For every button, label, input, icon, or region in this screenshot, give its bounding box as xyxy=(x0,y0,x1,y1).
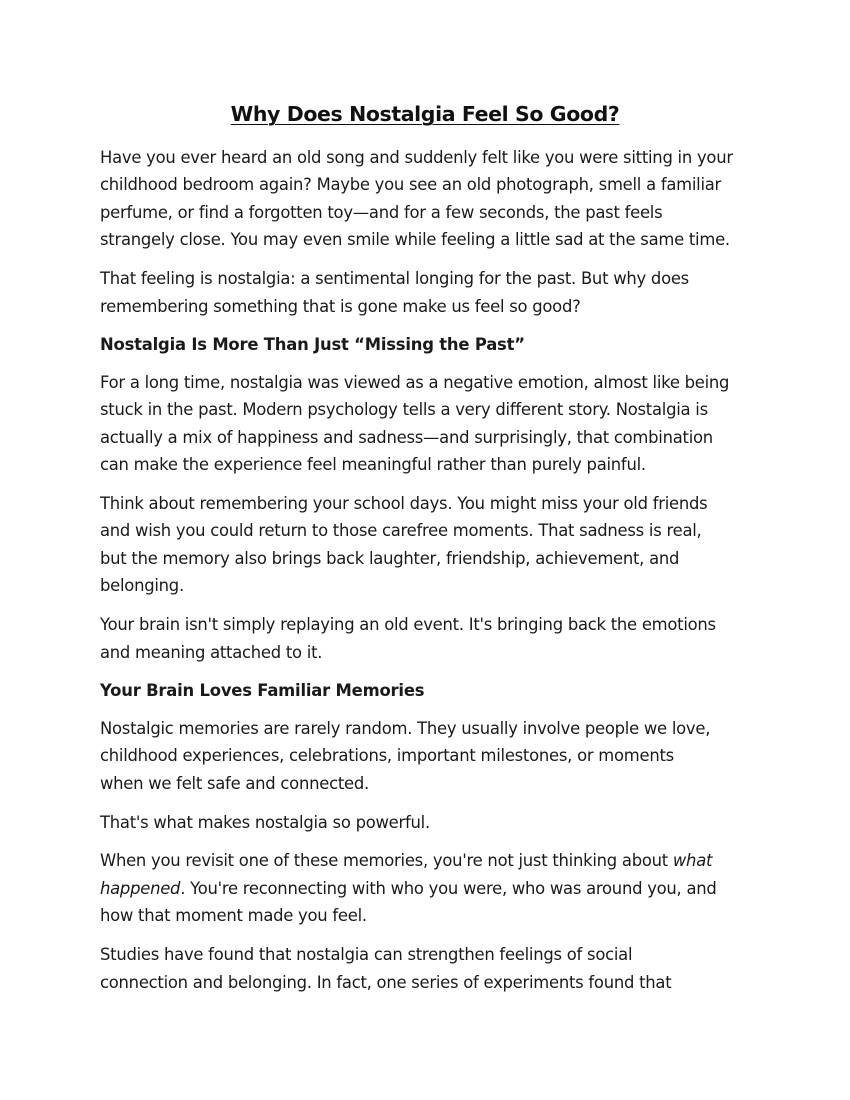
text-line: Have you ever heard an old song and suddenly felt like you were sitting in your xyxy=(100,148,733,167)
text-line: strangely close. You may even smile while feeling a little sad at the same time. xyxy=(100,230,730,250)
text-line: perfume, or find a forgotten toy—and for a few seconds, the past feels xyxy=(100,202,663,222)
paragraph-revisit xyxy=(100,847,754,929)
paragraph-memories xyxy=(100,715,754,797)
section-heading: Nostalgia Is More Than Just “Missing the Past” xyxy=(100,335,525,355)
text-line: Your brain isn't simply replaying an old event. It's bringing back the emotions xyxy=(100,615,716,635)
text-line: but the memory also brings back laughter, friendship, achievement, and xyxy=(100,548,680,568)
article-body xyxy=(100,144,754,1007)
text-line: connection and belonging. In fact, one series of experiments found that xyxy=(100,972,672,992)
text-line: childhood bedroom again? Maybe you see an old photograph, smell a familiar xyxy=(100,175,722,195)
paragraph-intro xyxy=(100,144,754,254)
text-line: belonging. xyxy=(100,576,184,596)
page-title-text: Why Does Nostalgia Feel So Good? xyxy=(230,102,620,126)
text-line: and meaning attached to it. xyxy=(100,642,323,662)
text-line: can make the experience feel meaningful rather than purely painful. xyxy=(100,455,646,475)
text-line: For a long time, nostalgia was viewed as a negative emotion, almost like being xyxy=(100,372,730,392)
emphasis-text: happened xyxy=(100,878,181,898)
paragraph-studies xyxy=(100,941,754,996)
text-fragment: . You're reconnecting with who you were, who was around you, and xyxy=(180,878,717,898)
text-line xyxy=(100,875,754,902)
text-line: childhood experiences, celebrations, important milestones, or moments xyxy=(100,746,674,766)
text-line: how that moment made you feel. xyxy=(100,906,367,926)
paragraph-psychology xyxy=(100,369,754,479)
section-heading: Your Brain Loves Familiar Memories xyxy=(100,681,425,701)
paragraph-brain xyxy=(100,611,754,666)
text-line xyxy=(100,847,754,874)
text-line: when we felt safe and connected. xyxy=(100,773,369,793)
text-line: remembering something that is gone make us feel so good? xyxy=(100,296,581,316)
paragraph-definition xyxy=(100,265,754,320)
paragraph-school-days xyxy=(100,490,754,600)
text-line: and wish you could return to those carefree moments. That sadness is real, xyxy=(100,521,702,541)
text-fragment: When you revisit one of these memories, you're not just thinking about xyxy=(100,851,673,871)
text-line: actually a mix of happiness and sadness—and surprisingly, that combination xyxy=(100,427,713,447)
text-line: Studies have found that nostalgia can strengthen feelings of social xyxy=(100,945,633,965)
page-title xyxy=(0,99,850,129)
text-line: Think about remembering your school days. You might miss your old friends xyxy=(100,493,708,513)
emphasis-text: what xyxy=(672,851,713,871)
text-line: That's what makes nostalgia so powerful. xyxy=(100,812,430,832)
text-line: stuck in the past. Modern psychology tells a very different story. Nostalgia is xyxy=(100,400,708,420)
paragraph-powerful xyxy=(100,809,754,836)
text-line: Nostalgic memories are rarely random. They usually involve people we love, xyxy=(100,718,711,738)
text-line: That feeling is nostalgia: a sentimental longing for the past. But why does xyxy=(100,269,689,289)
